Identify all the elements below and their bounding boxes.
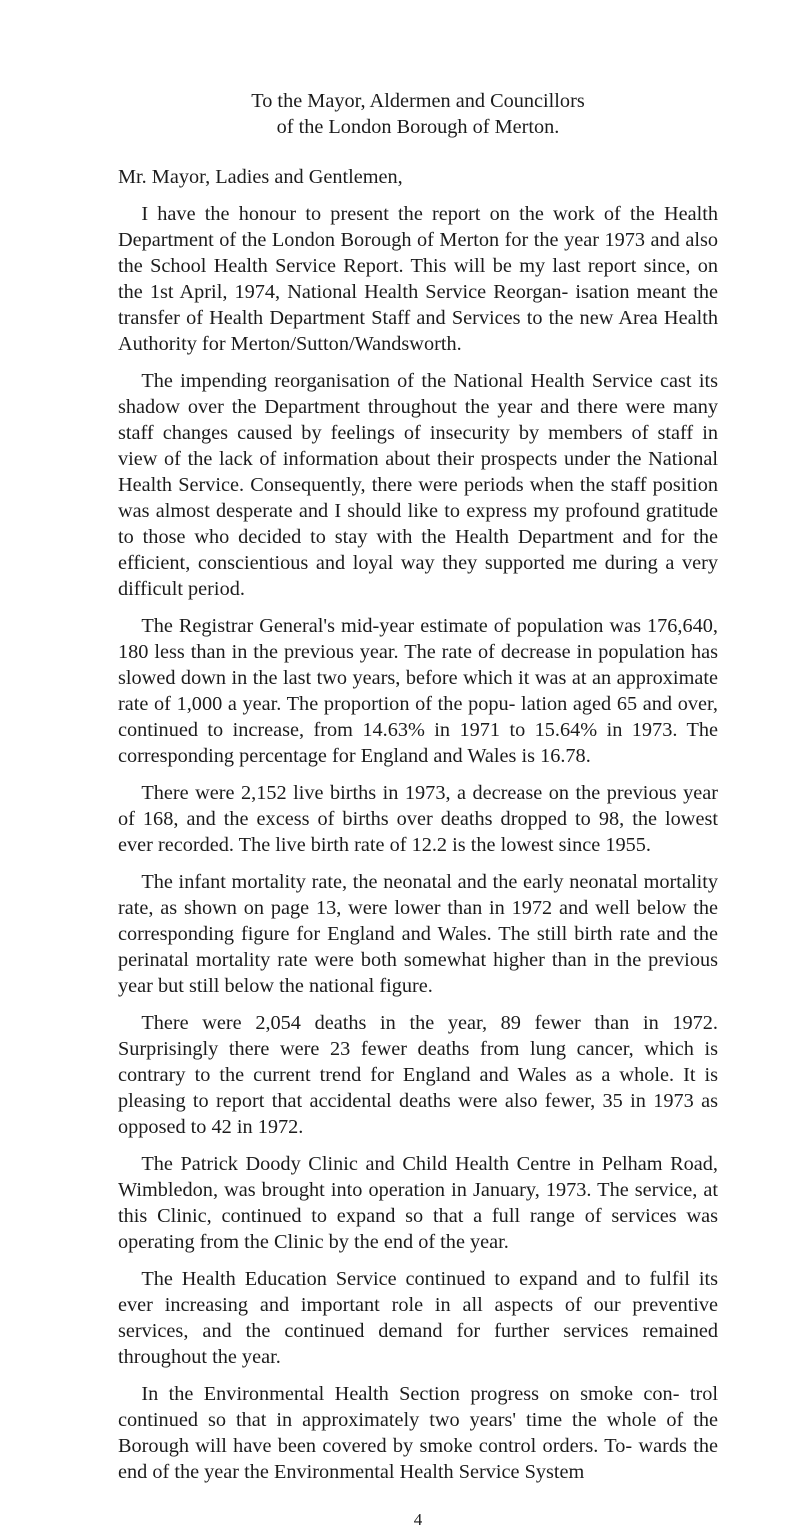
address-line: of the London Borough of Merton. (276, 116, 560, 138)
report-page (118, 88, 718, 1533)
paragraph-health-education: The Health Education Service continued to expand and to fulfil its ever increasing and important role in all aspects of our preventive services, and the continued demand for further services remained throughout the year. (118, 1268, 718, 1368)
page-number: 4 (413, 1510, 423, 1529)
paragraph-population: The Registrar General's mid-year estimate of population was 176,640, 180 less than in the previous year. The rate of decrease in population has slowed down in the last two years, before which it was at an approximate rate of 1,000 a year. The proportion of the popu- lation aged 65 and over, continued to increase, from 14.63% in 1971 to 15.64% in 1973. The corresponding percentage for England and Wales is 16.78. (118, 615, 718, 767)
paragraph-deaths: There were 2,054 deaths in the year, 89 fewer than in 1972. Surprisingly there were 23 fewer deaths from lung cancer, which is contrary to the current trend for England and Wales as a whole. It is pleasing to report that accidental deaths were also fewer, 35 in 1973 as opposed to 42 in 1972. (118, 1012, 718, 1138)
address-block (118, 88, 718, 140)
paragraph-reorganisation: The impending reorganisation of the National Health Service cast its shadow over the Department throughout the year and there were many staff changes caused by feelings of insecurity by members of staff in view of the lack of information about their prospects under the National Health Service. Consequently, there were periods when the staff position was almost desperate and I should like to express my profound gratitude to those who decided to stay with the Health Department and for the efficient, conscientious and loyal way they supported me during a very difficult period. (118, 370, 718, 600)
salutation: Mr. Mayor, Ladies and Gentlemen, (118, 166, 403, 188)
paragraph-infant-mortality: The infant mortality rate, the neonatal and the early neonatal mortality rate, as shown on page 13, were lower than in 1972 and well below the corresponding figure for England and Wales. The still birth rate and the perinatal mortality rate were both somewhat higher than in the previous year but still below the national figure. (118, 871, 718, 997)
paragraph-births: There were 2,152 live births in 1973, a decrease on the previous year of 168, and the excess of births over deaths dropped to 98, the lowest ever recorded. The live birth rate of 12.2 is the lowest since 1955. (118, 782, 718, 856)
paragraph-clinic: The Patrick Doody Clinic and Child Health Centre in Pelham Road, Wimbledon, was brought into operation in January, 1973. The service, at this Clinic, continued to expand so that a full range of services was operating from the Clinic by the end of the year. (118, 1153, 718, 1253)
address-line: To the Mayor, Aldermen and Councillors (251, 90, 585, 112)
paragraph-foreword: I have the honour to present the report on the work of the Health Department of the London Borough of Merton for the year 1973 and also the School Health Service Report. This will be my last report since, on the 1st April, 1974, National Health Service Reorgan- isation meant the transfer of Health Department Staff and Services to the new Area Health Authority for Merton/Sutton/Wandsworth. (118, 203, 718, 355)
paragraph-environmental-health: In the Environmental Health Section progress on smoke con- trol continued so that in approximately two years' time the whole of the Borough will have been covered by smoke control orders. To- wards the end of the year the Environmental Health Service System (118, 1383, 718, 1483)
